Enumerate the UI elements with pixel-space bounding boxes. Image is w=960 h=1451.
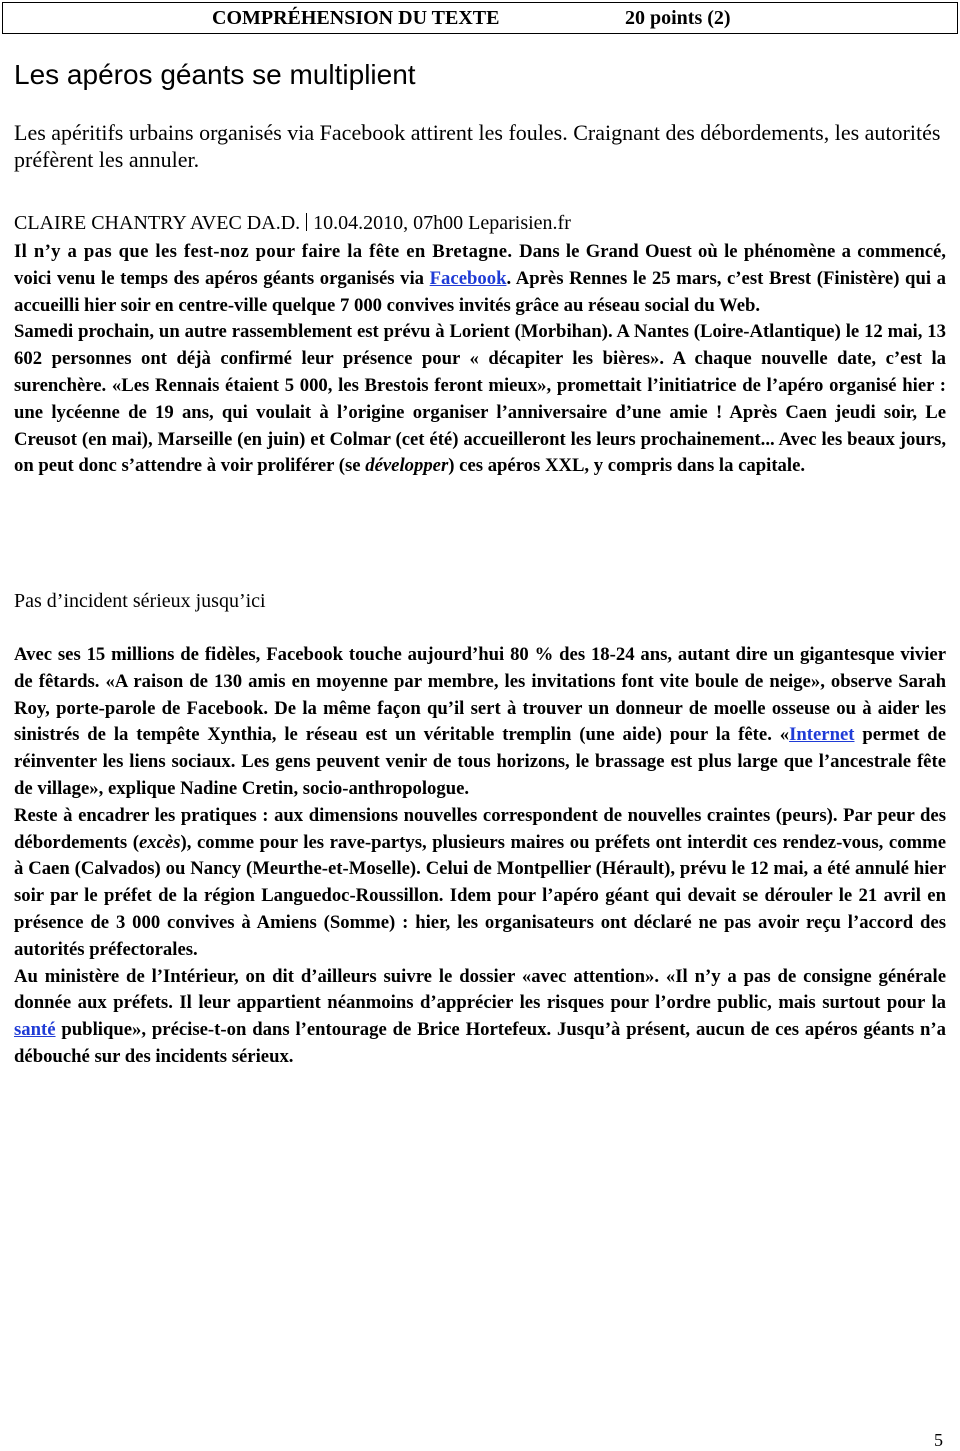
cursor-bar [306, 213, 307, 231]
sante-link[interactable]: santé [14, 1019, 56, 1041]
paragraph-1-text: Dans le Grand Ouest où le phénomène a commencé, voici venu le temps des apéros géants organisés via [14, 241, 946, 289]
article-lead: Les apéritifs urbains organisés via Facebook attirent les foules. Craignant des débordements, les autorités préfèrent les annuler. [14, 120, 941, 172]
section-header [2, 2, 958, 34]
paragraph-5-end: publique», précise-t-on dans l’entourage de Brice Hortefeux. Jusqu’à présent, aucun de ces apéros géants n’a débouché sur des incidents sérieux. [14, 1019, 946, 1067]
internet-link[interactable]: Internet [789, 724, 855, 746]
article-body-part2 [14, 642, 946, 1071]
paragraph-1-end: . Après Rennes le 25 mars, c’est Brest (Finistère) qui a accueilli hier soir en centre-ville quelque 7 000 convives invités grâce au réseau social du Web. [14, 267, 946, 316]
paragraph-2-text: Samedi prochain, un autre rassemblement est prévu à Lorient (Morbihan). A Nantes (Loire-Atlantique) le 12 mai, 13 602 personnes ont déjà confirmé leur présence pour « décapiter les bières». A chaque nouvelle date, c’est la surenchère. «Les Rennais étaient 5 000, les Brestois feront mieux», promettait l’initiatrice de l’apéro organisé hier : une lycéenne de 19 ans, qui voulait à l’origine organiser l’anniversaire d’une amie ! Après Caen jeudi soir, Le Creusot (en mai), Marseille (en juin) et Colmar (cet été) accueilleront les leurs prochainement... Avec les beaux jours, on peut donc s’attendre à voir proliférer (se [14, 321, 946, 477]
facebook-link[interactable]: Facebook [429, 267, 507, 289]
section-title: COMPRÉHENSION DU TEXTE [212, 7, 500, 29]
article-title: Les apéros géants se multiplient [14, 59, 416, 90]
page-number: 5 [934, 1430, 943, 1450]
paragraph-2-italic: développer [365, 455, 449, 477]
points-label: 20 points (2) [625, 7, 731, 29]
section-subheading: Pas d’incident sérieux jusqu’ici [14, 590, 266, 612]
paragraph-2-end: ) ces apéros XXL, y compris dans la capitale. [448, 455, 806, 477]
article-byline [14, 211, 571, 235]
paragraph-5-text: Au ministère de l’Intérieur, on dit d’ailleurs suivre le dossier «avec attention». «Il n’y a pas de consigne générale donnée aux préfets. Il leur appartient néanmoins d’apprécier les risques pour l’ordre public, mais surtout pour la [14, 965, 946, 1014]
paragraph-1-intro: Il n’y a pas que les fest-noz pour faire la fête en Bretagne. [14, 241, 520, 262]
paragraph-3-text: Avec ses 15 millions de fidèles, Facebook touche aujourd’hui 80 % des 18-24 ans, autant dire un gigantesque vivier de fêtards. «A raison de 130 amis en moyenne par membre, les invitations font vite boule de neige», observe Sarah Roy, porte-parole de Facebook. De la même façon qu’il sert à trouver un donneur de moelle osseuse ou à aider les sinistrés de la tempête Xynthia, le réseau est un véritable tremplin (une aide) pour la fête. « [14, 644, 946, 746]
paragraph-4-italic: excès [138, 831, 181, 853]
paragraph-4-text: Reste à encadrer les pratiques : aux dimensions nouvelles correspondent de nouvelles craintes (peurs). Par peur des débordements ( [14, 804, 946, 853]
byline-author: CLAIRE CHANTRY AVEC DA.D. [14, 212, 301, 234]
article-body-part1 [14, 239, 946, 480]
paragraph-3-end: permet de réinventer les liens sociaux. Les gens peuvent venir de tous horizons, le brassage est plus large que l’ancestrale fête de village», explique Nadine Cretin, socio-anthropologue. [14, 724, 946, 799]
paragraph-4-end: ), comme pour les rave-partys, plusieurs maires ou préfets ont interdit ces rendez-vous, comme à Caen (Calvados) ou Nancy (Meurthe-et-Moselle). Celui de Montpellier (Hérault), prévu le 12 mai, a été annulé hier soir par le préfet de la région Languedoc-Roussillon. Idem pour l’apéro géant qui devait se dérouler le 21 avril en présence de 3 000 convives à Amiens (Somme) : hier, les organisateurs ont déclaré ne pas avoir reçu l’accord des autorités préfectorales. [14, 831, 946, 960]
byline-date: 10.04.2010, 07h00 Leparisien.fr [313, 212, 571, 234]
